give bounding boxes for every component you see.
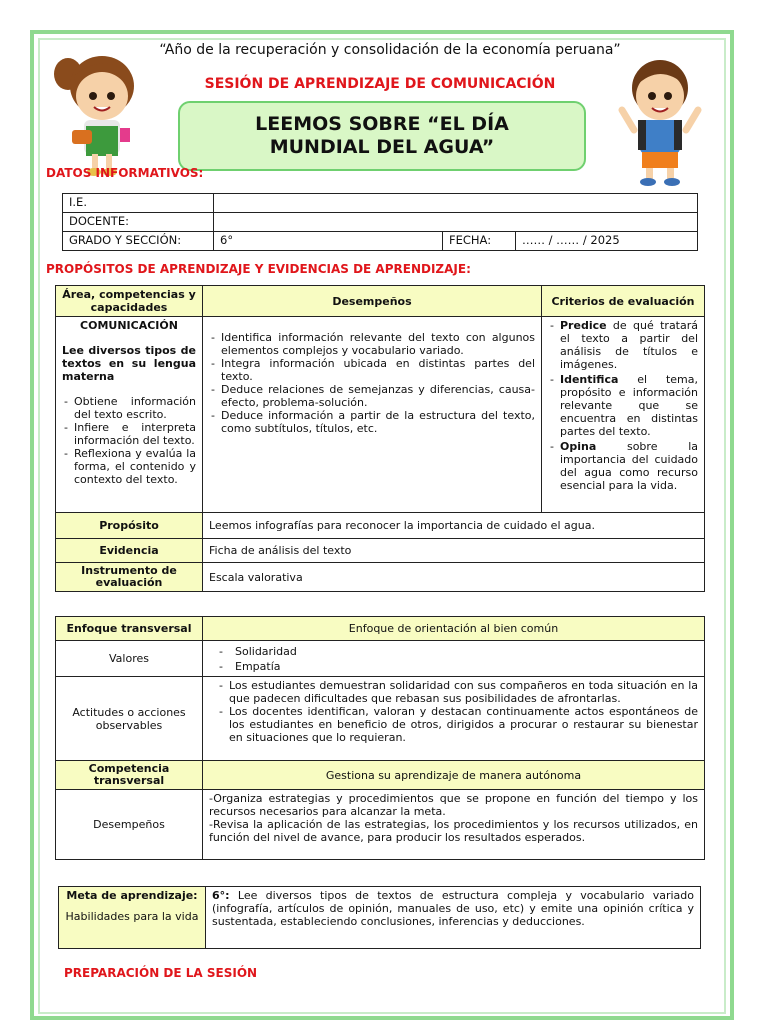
datos-table <box>62 193 698 251</box>
competencia-text: Lee diversos tipos de textos en su lengua materna <box>62 344 196 383</box>
girl-illustration <box>50 44 154 178</box>
meta-text-cell <box>206 887 701 949</box>
meta-label-cell <box>59 887 206 949</box>
actitudes-cell <box>203 677 705 761</box>
col-desempenos-header: Desempeños <box>203 286 542 317</box>
criterios-list <box>548 319 698 492</box>
list-item: - Integra información ubicada en distintas partes del texto. <box>209 357 535 383</box>
criterio-verb: Opina <box>560 440 597 453</box>
list-item: - Empatía <box>217 660 698 673</box>
meta-text: Lee diversos tipos de textos de estructura compleja y vocabulario variado (infografía, artículos de opinión, manuales de uso, etc) y emite una opinión crítica y sustentada, estableciendo conclusiones, inferencias y deducciones. <box>212 889 694 928</box>
fecha-value: …… / …… / 2025 <box>516 232 698 251</box>
list-item: - Infiere e interpreta información del texto. <box>62 421 196 447</box>
list-item: - Deduce información a partir de la estructura del texto, como subtítulos, títulos, etc. <box>209 409 535 435</box>
competencia-transversal-label: Competencia transversal <box>56 761 203 790</box>
desempenos-list <box>209 331 535 435</box>
boy-illustration <box>612 52 710 188</box>
desempenos-cell <box>203 317 542 513</box>
preparacion-heading: PREPARACIÓN DE LA SESIÓN <box>64 966 258 980</box>
actitudes-label: Actitudes o acciones observables <box>56 677 203 761</box>
list-item: - Reflexiona y evalúa la forma, el contenido y contexto del texto. <box>62 447 196 486</box>
propositos-table <box>55 285 705 592</box>
enfoque-table <box>55 616 705 860</box>
propositos-heading: PROPÓSITOS DE APRENDIZAJE Y EVIDENCIAS DE APRENDIZAJE: <box>46 262 471 276</box>
col-criterios-header: Criterios de evaluación <box>542 286 705 317</box>
desempeno-line: -Organiza estrategias y procedimientos que se propone en función del tiempo y los recursos necesarios para alcanzar la meta. <box>209 792 698 818</box>
session-title: SESIÓN DE APRENDIZAJE DE COMUNICACIÓN <box>204 76 556 92</box>
valores-cell <box>203 641 705 677</box>
capacidades-list <box>62 395 196 486</box>
evidencia-label: Evidencia <box>56 539 203 563</box>
desempenos-transversal-cell <box>203 790 705 860</box>
criterios-cell <box>542 317 705 513</box>
criterio-verb: Predice <box>560 319 607 332</box>
valores-list <box>217 645 698 673</box>
meta-grade: 6°: <box>212 889 230 902</box>
list-item <box>548 440 698 492</box>
meta-sublabel: Habilidades para la vida <box>65 910 199 923</box>
year-motto: “Año de la recuperación y consolidación de la economía peruana” <box>159 42 621 58</box>
competencia-transversal-value: Gestiona su aprendizaje de manera autónoma <box>203 761 705 790</box>
instrumento-value: Escala valorativa <box>203 563 705 592</box>
list-item <box>548 319 698 371</box>
docente-value[interactable] <box>214 213 698 232</box>
valores-label: Valores <box>56 641 203 677</box>
meta-label: Meta de aprendizaje: <box>66 889 198 902</box>
list-item: - Identifica información relevante del texto con algunos elementos complejos y vocabulario variado. <box>209 331 535 357</box>
criterio-text: sobre la importancia del cuidado del agua como recurso esencial para la vida. <box>560 440 698 492</box>
grado-value: 6° <box>214 232 443 251</box>
proposito-label: Propósito <box>56 513 203 539</box>
criterio-text: de qué tratará el texto a partir del análisis de títulos e imágenes. <box>560 319 698 371</box>
enfoque-value: Enfoque de orientación al bien común <box>203 617 705 641</box>
list-item: - Deduce relaciones de semejanzas y diferencias, causa-efecto, problema-solución. <box>209 383 535 409</box>
list-item <box>548 373 698 438</box>
ie-value[interactable] <box>214 194 698 213</box>
grado-label: GRADO Y SECCIÓN: <box>63 232 214 251</box>
main-title-text: LEEMOS SOBRE “EL DÍA MUNDIAL DEL AGUA” <box>255 113 509 158</box>
enfoque-label: Enfoque transversal <box>56 617 203 641</box>
proposito-value: Leemos infografías para reconocer la importancia de cuidado el agua. <box>203 513 705 539</box>
meta-table <box>58 886 701 949</box>
criterio-verb: Identifica <box>560 373 619 386</box>
ie-label: I.E. <box>63 194 214 213</box>
list-item: - Solidaridad <box>217 645 698 658</box>
fecha-label: FECHA: <box>443 232 516 251</box>
datos-heading: DATOS INFORMATIVOS: <box>46 166 204 180</box>
desempenos-transversal-label: Desempeños <box>56 790 203 860</box>
col-area-header: Área, competencias y capacidades <box>56 286 203 317</box>
docente-label: DOCENTE: <box>63 213 214 232</box>
area-name: COMUNICACIÓN <box>80 319 178 332</box>
actitudes-list <box>217 679 698 744</box>
criterio-text: el tema, propósito e información relevante que se encuentra en distintas partes del texto. <box>560 373 698 438</box>
list-item: - Los estudiantes demuestran solidaridad con sus compañeros en toda situación en la que padecen dificultades que rebasan sus posibilidades de afrontarlas. <box>217 679 698 705</box>
list-item: - Obtiene información del texto escrito. <box>62 395 196 421</box>
area-cell <box>56 317 203 513</box>
evidencia-value: Ficha de análisis del texto <box>203 539 705 563</box>
list-item: - Los docentes identifican, valoran y destacan continuamente actos espontáneos de los estudiantes en beneficio de otros, dirigidos a procurar o restaurar su bienestar en situaciones que lo requieran. <box>217 705 698 744</box>
instrumento-label: Instrumento de evaluación <box>56 563 203 592</box>
main-title <box>178 101 586 171</box>
desempeno-line: -Revisa la aplicación de las estrategias, los procedimientos y los recursos utilizados, en función del nivel de avance, para producir los resultados esperados. <box>209 818 698 844</box>
